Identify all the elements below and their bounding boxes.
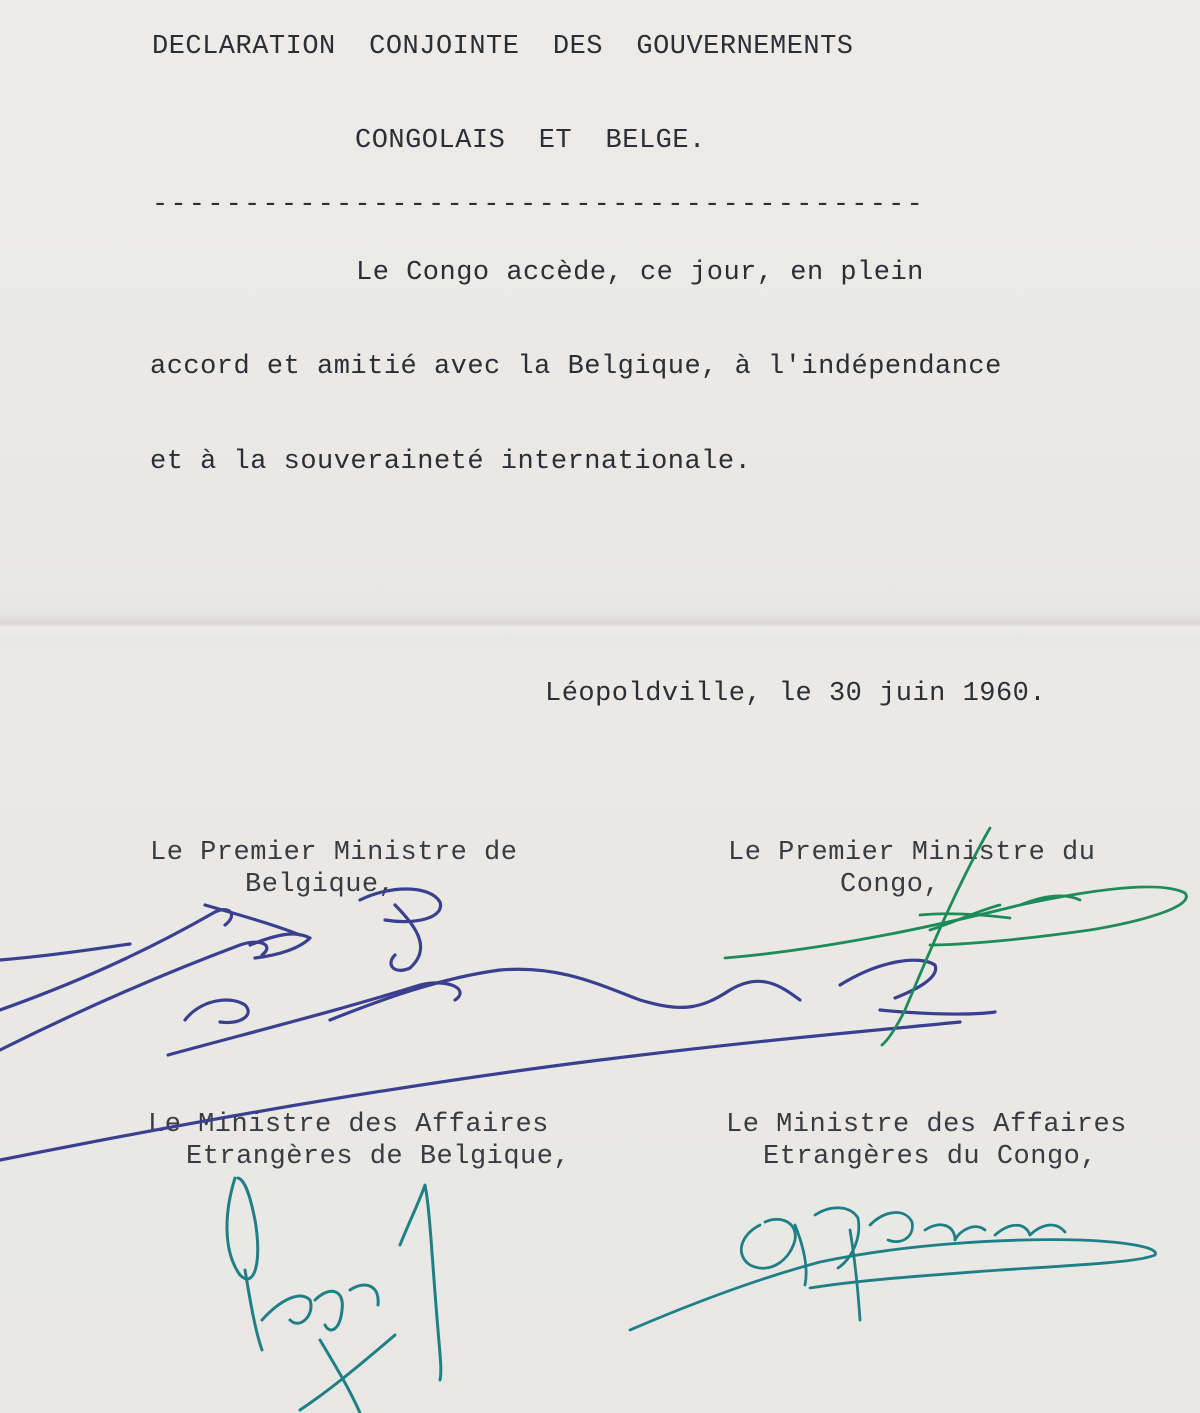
pm-belgium-title-line-1: Le Premier Ministre de: [150, 838, 518, 868]
body-line-2: accord et amitié avec la Belgique, à l'indépendance: [150, 352, 1002, 382]
fm-belgium-title-line-1: Le Ministre des Affaires: [148, 1110, 549, 1140]
fm-congo-title-line-1: Le Ministre des Affaires: [726, 1110, 1127, 1140]
heading-rule: ------------------------------------------: [152, 190, 925, 220]
body-line-3: et à la souveraineté internationale.: [150, 447, 752, 477]
heading-line-2: CONGOLAIS ET BELGE.: [355, 126, 706, 156]
heading-line-1: DECLARATION CONJOINTE DES GOUVERNEMENTS: [152, 32, 854, 62]
fm-congo-title-line-2: Etrangères du Congo,: [763, 1142, 1098, 1172]
pm-congo-title-line-2: Congo,: [840, 870, 941, 900]
pm-belgium-signature: [0, 889, 995, 1160]
fm-belgium-title-line-2: Etrangères de Belgique,: [186, 1142, 571, 1172]
fm-belgium-signature: [227, 1178, 441, 1413]
body-line-1: Le Congo accède, ce jour, en plein: [356, 258, 924, 288]
pm-congo-title-line-1: Le Premier Ministre du: [728, 838, 1096, 868]
pm-congo-signature: [725, 828, 1186, 1045]
fm-congo-signature: [630, 1208, 1156, 1330]
place-date: Léopoldville, le 30 juin 1960.: [545, 679, 1047, 709]
pm-belgium-title-line-2: Belgique,: [245, 870, 396, 900]
